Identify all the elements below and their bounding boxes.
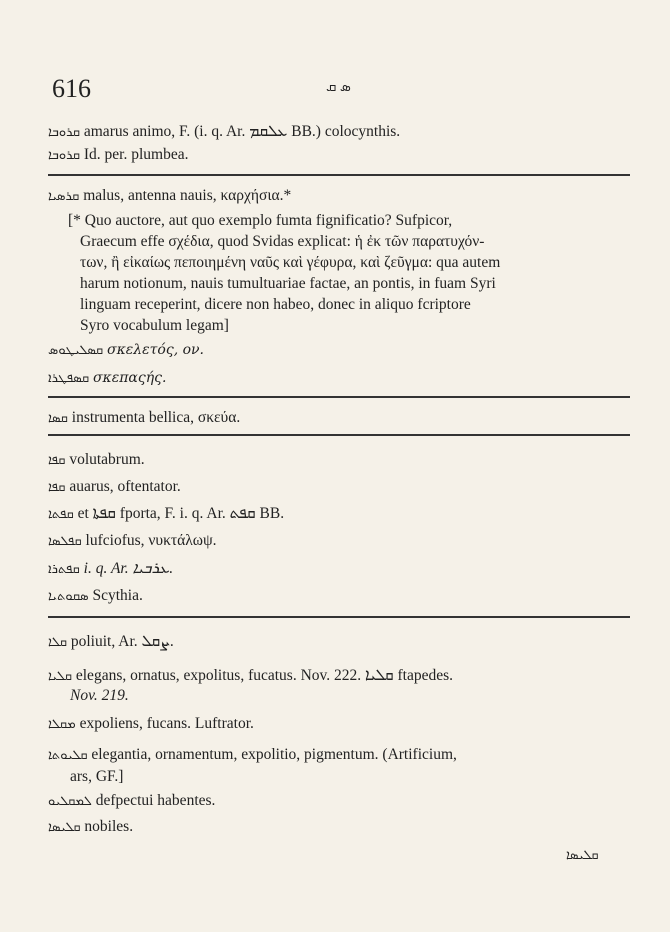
entry-text: Scythia. bbox=[92, 587, 143, 604]
entry bbox=[48, 186, 630, 207]
syriac-headword: ܩܦܐ bbox=[48, 453, 66, 468]
syriac-headword: ܩܠܐ bbox=[48, 635, 67, 650]
syriac-headword: ܩܪܘܒܐ bbox=[48, 125, 80, 140]
syriac-headword: ܩܦܬܐ bbox=[48, 507, 74, 522]
running-head: ܣ ܩ bbox=[326, 80, 351, 95]
syriac-headword: ܩܦܠܣܐ bbox=[48, 534, 82, 549]
footnote-line: linguam receperint, dicere non habeo, donec in aliquo fcriptore bbox=[80, 296, 471, 313]
entry bbox=[48, 477, 630, 498]
entry bbox=[48, 122, 630, 143]
entry-text: σκελετός, ον. bbox=[107, 342, 204, 358]
entry-text: elegantia, ornamentum, expolitio, pigmentum. (Artificium, bbox=[91, 746, 457, 763]
entry bbox=[48, 817, 630, 838]
entry bbox=[48, 586, 630, 607]
page-header bbox=[52, 74, 622, 104]
syriac-headword: ܩܣܠܝܛܘܣ bbox=[48, 343, 104, 358]
entry bbox=[48, 340, 630, 361]
catchword: ܩܠܝܣܐ bbox=[566, 848, 599, 863]
entry bbox=[48, 504, 630, 525]
entry-text: elegans, ornatus, expolitus, fucatus. Nov. 222. ܩܠܝܐ ftapedes. bbox=[75, 667, 454, 684]
entry-text: volutabrum. bbox=[69, 451, 145, 468]
syriac-headword: ܠܡܩܠܝܘ bbox=[48, 794, 92, 809]
syriac-headword: ܩܣܦܛܪܐ bbox=[48, 371, 90, 386]
entry-text: nobiles. bbox=[84, 818, 134, 835]
entry bbox=[48, 714, 630, 735]
footnote-line: Syro vocabulum legam] bbox=[80, 317, 229, 334]
entry-text: instrumenta bellica, σκεύα. bbox=[71, 409, 241, 426]
entry bbox=[48, 531, 630, 552]
entry bbox=[48, 145, 630, 166]
entry-text: defpectui habentes. bbox=[95, 792, 216, 809]
footnote-line: [* Quo auctore, aut quo exemplo fumta fignificatio? Sufpicor, bbox=[68, 212, 453, 229]
syriac-headword: ܩܠܝܐ bbox=[48, 669, 72, 684]
entry bbox=[48, 450, 630, 471]
entry-text: i. q. Ar. ܥܪܒܝܐ. bbox=[83, 560, 174, 577]
footnote-line: των, ἢ εἰκαίως πεποιημένη ναῦς καὶ γέφυρα, καὶ ζεῦγμα: qua autem bbox=[80, 254, 501, 271]
entry-text: Nov. 219. bbox=[70, 687, 129, 704]
section-divider bbox=[48, 616, 630, 618]
syriac-headword: ܣܩܘܬܝܐ bbox=[48, 589, 89, 604]
syriac-headword: ܡܩܠܐ bbox=[48, 717, 76, 732]
entry-text: ars, GF.] bbox=[70, 768, 124, 785]
page-number: 616 bbox=[52, 74, 91, 103]
syriac-headword: ܩܠܝܘܬܐ bbox=[48, 748, 88, 763]
entry-continuation bbox=[70, 767, 652, 787]
entry-text: σκεπαςής. bbox=[92, 370, 167, 386]
entry-text: expoliens, fucans. Luftrator. bbox=[79, 715, 254, 732]
section-divider bbox=[48, 174, 630, 176]
entry bbox=[48, 632, 630, 653]
footnote-line: harum notionum, nauis tumultuariae factae, an pontis, in fuam Syri bbox=[80, 275, 496, 292]
entry-continuation bbox=[70, 686, 652, 706]
entry-text: auarus, oftentator. bbox=[69, 478, 181, 495]
entry bbox=[48, 666, 630, 687]
entry bbox=[48, 791, 630, 812]
footnote-block bbox=[68, 210, 628, 336]
syriac-headword: ܩܦܐ bbox=[48, 480, 66, 495]
section-divider bbox=[48, 396, 630, 398]
syriac-headword: ܩܪܣܝܐ bbox=[48, 189, 80, 204]
footnote-line: Graecum effe σχέδια, quod Svidas explicat: ἡ ἐκ τῶν παρατυχόν- bbox=[80, 233, 485, 250]
entry bbox=[48, 368, 630, 389]
entry-text: lufciofus, νυκτάλωψ. bbox=[85, 532, 217, 549]
syriac-headword: ܩܣܐ bbox=[48, 411, 68, 426]
section-divider bbox=[48, 434, 630, 436]
syriac-headword: ܩܦܬܪܐ bbox=[48, 562, 80, 577]
entry-text: malus, antenna nauis, καρχήσια.* bbox=[83, 187, 292, 204]
entry bbox=[48, 745, 630, 766]
entry-text: amarus animo, F. (i. q. Ar. ܥܠܩܡ BB.) colocynthis. bbox=[83, 123, 401, 140]
entry-text: Id. per. plumbea. bbox=[83, 146, 189, 163]
entry-text: poliuit, Ar. ܨܩܠ. bbox=[70, 633, 174, 650]
entry-text: et ܩܦܬܐ fporta, F. i. q. Ar. ܩܦܬ BB. bbox=[77, 505, 285, 522]
syriac-headword: ܩܠܝܣܐ bbox=[48, 820, 81, 835]
syriac-headword: ܩܪܘܒܐ bbox=[48, 148, 80, 163]
entry bbox=[48, 559, 630, 580]
entry bbox=[48, 408, 630, 429]
